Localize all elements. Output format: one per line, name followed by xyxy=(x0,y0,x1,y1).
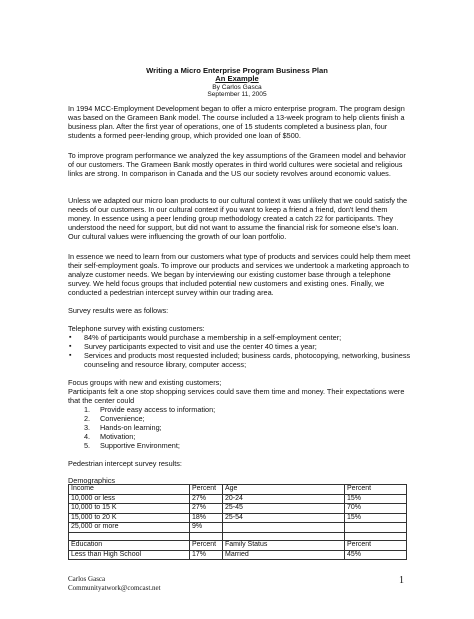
table-row: Income Percent Age Percent xyxy=(69,485,407,495)
table-row: 10,000 or less 27% 20-24 15% xyxy=(69,494,407,504)
list-item: 4. Motivation; xyxy=(84,432,136,441)
telephone-heading: Telephone survey with existing customers: xyxy=(68,324,205,333)
list-item: 3. Hands-on learning; xyxy=(84,423,162,432)
table-spacer-row xyxy=(69,532,407,540)
focus-heading: Focus groups with new and existing customers; xyxy=(68,378,222,387)
paragraph-1: In 1994 MCC-Employment Development began to offer a micro enterprise program. The program design was based on the Grameen Bank model. The course included a 13-week program to help clients finish a business plan. After the first year of operations, one of 15 students completed a business plan, four students a formed peer-lending group, which provided one loan of $500. xyxy=(68,104,405,141)
list-item: ▪ 84% of participants would purchase a membership in a self-employment center; xyxy=(68,333,412,342)
footer-name: Carlos Gasca xyxy=(68,575,106,583)
table-row: 10,000 to 15 K 27% 25-45 70% xyxy=(69,504,407,514)
table-row: 15,000 to 20 K 18% 25-54 15% xyxy=(69,513,407,523)
list-item: 5. Supportive Environment; xyxy=(84,441,180,450)
paragraph-4: In essence we need to learn from our customers what type of products and services could help them meet their self-employment goals. To improve our products and services we undertook a marketing approach to analyze customer needs. We began by interviewing our existing customer base through a telephone survey. We held focus groups that included potential new customers and existing ones. Finally, we conducted a pedestrian intercept survey within our trading area. xyxy=(68,252,411,298)
table-row: 25,000 or more 9% xyxy=(69,523,407,533)
demographics-heading: Demographics xyxy=(68,476,116,485)
demographics-table xyxy=(68,484,407,560)
pedestrian-heading: Pedestrian intercept survey results: xyxy=(68,459,182,468)
table-row: Less than High School 17% Married 45% xyxy=(69,550,407,560)
date-line: September 11, 2005 xyxy=(207,91,267,98)
paragraph-3: Unless we adapted our micro loan products to our cultural context it was unlikely that we could satisfy the needs of our customers. In our cultural context if you want to keep a friend a friend, don't lend them money. In essence using a peer lending group methodology created a catch 22 for participants. They understood the need for support, but did not want to assume the financial risk for someone else's loan. Our cultural values were influencing the growth of our loan portfolio. xyxy=(68,196,408,242)
document-subtitle: An Example xyxy=(215,74,259,83)
focus-text: Participants felt a one stop shopping services could save them time and money. Their expectations were that the center could xyxy=(68,387,405,406)
document-title: Writing a Micro Enterprise Program Business Plan xyxy=(146,66,328,75)
list-item: ▪ Services and products most requested included; business cards, photocopying, networking, business counseling and resource library, computer access; xyxy=(68,351,412,369)
page-number: 1 xyxy=(399,575,404,586)
list-item: ▪ Survey participants expected to visit and use the center 40 times a year; xyxy=(68,342,412,351)
paragraph-2: To improve program performance we analyzed the key assumptions of the Grameen model and behavior of our customers. The Grameen Bank mostly operates in third world cultures were societal and religious links are strong. In comparison in Canada and the US our society revolves around economic values. xyxy=(68,151,406,179)
author-line: By Carlos Gasca xyxy=(212,84,262,91)
list-item: 1. Provide easy access to information; xyxy=(84,405,216,414)
table-row: Education Percent Family Status Percent xyxy=(69,540,407,550)
survey-intro: Survey results were as follows: xyxy=(68,306,169,315)
list-item: 2. Convenience; xyxy=(84,414,145,423)
footer-email: Communityatwork@comcast.net xyxy=(68,584,161,592)
telephone-list xyxy=(68,333,412,369)
expectations-list xyxy=(84,405,215,450)
